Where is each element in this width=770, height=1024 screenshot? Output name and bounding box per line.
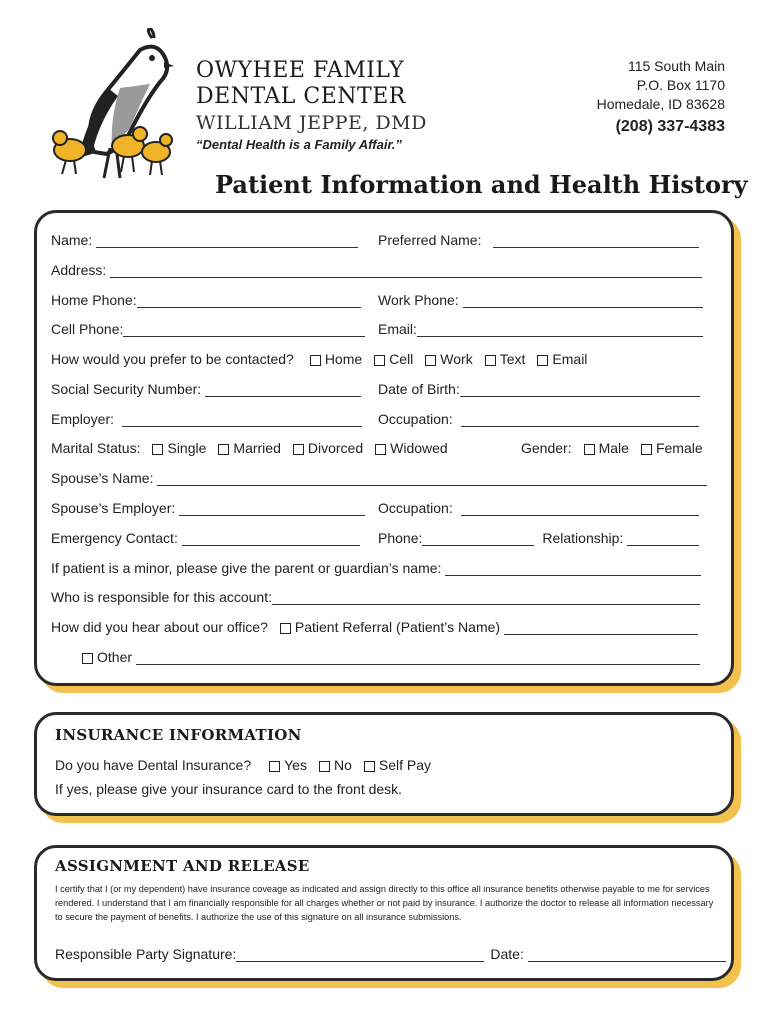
insurance-yes-checkbox[interactable] [269, 761, 280, 772]
page-title: Patient Information and Health History [215, 170, 748, 199]
gender-label: Gender: [521, 440, 572, 456]
office-phone: (208) 337-4383 [615, 118, 725, 135]
emergency-phone-row [378, 530, 699, 546]
contact-text-label: Text [499, 351, 526, 367]
spouse-name-field[interactable] [157, 471, 707, 486]
insurance-no-checkbox[interactable] [319, 761, 330, 772]
other-label: Other [97, 649, 133, 665]
spouse-employer-label: Spouse’s Employer: [51, 500, 176, 516]
gender-male-checkbox[interactable] [584, 444, 595, 455]
gender-male-label: Male [598, 440, 629, 456]
marital-divorced-checkbox[interactable] [293, 444, 304, 455]
dob-row [378, 381, 700, 397]
occupation-field[interactable] [461, 412, 699, 427]
other-checkbox[interactable] [82, 653, 93, 664]
date-label: Date: [490, 946, 524, 962]
emergency-contact-field[interactable] [182, 531, 360, 546]
referral-field[interactable] [504, 620, 698, 635]
preferred-name-label: Preferred Name: [378, 232, 482, 248]
other-field[interactable] [136, 650, 700, 665]
email-label: Email: [378, 321, 417, 337]
work-phone-label: Work Phone: [378, 292, 459, 308]
relationship-field[interactable] [627, 531, 699, 546]
marital-single-label: Single [167, 440, 207, 456]
insurance-question-label: Do you have Dental Insurance? [55, 757, 252, 773]
minor-guardian-field[interactable] [445, 561, 701, 576]
cell-phone-label: Cell Phone: [51, 321, 124, 337]
home-phone-label: Home Phone: [51, 292, 137, 308]
contact-cell-label: Cell [389, 351, 414, 367]
marital-widowed-label: Widowed [390, 440, 448, 456]
address-label: Address: [51, 262, 107, 278]
signature-label: Responsible Party Signature: [55, 946, 237, 962]
quail-family-logo-icon [40, 28, 180, 188]
address-line3: Homedale, ID 83628 [596, 96, 725, 112]
cell-phone-field[interactable] [123, 322, 365, 337]
employer-label: Employer: [51, 411, 115, 427]
preferred-name-row [378, 232, 699, 248]
contact-work-label: Work [440, 351, 473, 367]
date-field[interactable] [528, 947, 726, 962]
home-phone-row [51, 292, 361, 308]
emergency-contact-row [51, 530, 360, 546]
gender-row [521, 440, 703, 456]
insurance-no-label: No [333, 757, 352, 773]
minor-guardian-label: If patient is a minor, please give the parent or guardian’s name: [51, 560, 442, 576]
employer-row [51, 411, 362, 427]
spouse-occupation-label: Occupation: [378, 500, 453, 516]
name-field[interactable] [96, 233, 358, 248]
contact-pref-label: How would you prefer to be contacted? [51, 351, 294, 367]
contact-text-checkbox[interactable] [485, 355, 496, 366]
email-row [378, 321, 703, 337]
home-phone-field[interactable] [137, 293, 361, 308]
insurance-question-row [55, 757, 431, 773]
ssn-field[interactable] [205, 382, 361, 397]
contact-email-checkbox[interactable] [537, 355, 548, 366]
signature-row [55, 946, 726, 962]
occupation-row [378, 411, 699, 427]
work-phone-row [378, 292, 703, 308]
name-row [51, 232, 358, 248]
address-line2: P.O. Box 1170 [636, 77, 725, 93]
insurance-yes-label: Yes [284, 757, 307, 773]
spouse-employer-row [51, 500, 365, 516]
contact-email-label: Email [552, 351, 588, 367]
referral-checkbox[interactable] [280, 623, 291, 634]
responsible-field[interactable] [272, 590, 700, 605]
responsible-row [51, 589, 700, 605]
insurance-selfpay-label: Self Pay [378, 757, 432, 773]
spouse-name-row [51, 470, 707, 486]
responsible-label: Who is responsible for this account: [51, 589, 272, 605]
ssn-label: Social Security Number: [51, 381, 202, 397]
insurance-selfpay-checkbox[interactable] [364, 761, 375, 772]
referral-row [51, 619, 698, 635]
address-field[interactable] [110, 263, 702, 278]
dob-label: Date of Birth: [378, 381, 460, 397]
spouse-occupation-field[interactable] [461, 501, 699, 516]
marital-status-row [51, 440, 448, 456]
spouse-name-label: Spouse’s Name: [51, 470, 154, 486]
email-field[interactable] [417, 322, 703, 337]
spouse-employer-field[interactable] [179, 501, 365, 516]
address-line1: 115 South Main [627, 58, 725, 74]
dob-field[interactable] [460, 382, 700, 397]
name-label: Name: [51, 232, 93, 248]
signature-field[interactable] [236, 947, 484, 962]
office-address [597, 57, 725, 136]
hear-about-label: How did you hear about our office? [51, 619, 268, 635]
assignment-text: I certify that I (or my dependent) have insurance coveage as indicated and assign directly to this office all insurance benefits otherwise payable to me for services rendered. I understand that I am financially responsible for all charges whether or not paid by insurance. I authorize the doctor to release all information necessary to secure the payment of benefits. I authorize the use of this signature on all insurance submissions. [55, 884, 714, 922]
occupation-label: Occupation: [378, 411, 453, 427]
contact-work-checkbox[interactable] [425, 355, 436, 366]
marital-single-checkbox[interactable] [152, 444, 163, 455]
employer-field[interactable] [122, 412, 362, 427]
gender-female-label: Female [655, 440, 703, 456]
contact-pref-row [51, 351, 587, 367]
contact-home-label: Home [324, 351, 363, 367]
preferred-name-field[interactable] [493, 233, 699, 248]
work-phone-field[interactable] [463, 293, 703, 308]
brand-name-line2: DENTAL CENTER [196, 84, 406, 109]
other-row [70, 649, 700, 665]
gender-female-checkbox[interactable] [641, 444, 652, 455]
marital-widowed-checkbox[interactable] [375, 444, 386, 455]
marital-married-label: Married [233, 440, 281, 456]
doctor-name: WILLIAM JEPPE, DMD [196, 112, 427, 134]
insurance-note: If yes, please give your insurance card to the front desk. [55, 781, 403, 797]
emergency-contact-label: Emergency Contact: [51, 530, 178, 546]
cell-phone-row [51, 321, 365, 337]
marital-married-checkbox[interactable] [218, 444, 229, 455]
marital-status-label: Marital Status: [51, 440, 141, 456]
minor-guardian-row [51, 560, 701, 576]
relationship-label: Relationship: [542, 530, 624, 546]
address-row [51, 262, 702, 278]
contact-cell-checkbox[interactable] [374, 355, 385, 366]
spouse-occupation-row [378, 500, 699, 516]
assignment-heading: ASSIGNMENT AND RELEASE [55, 857, 310, 875]
emergency-phone-field[interactable] [422, 531, 534, 546]
marital-divorced-label: Divorced [307, 440, 364, 456]
brand-name-line1: OWYHEE FAMILY [196, 58, 405, 83]
emergency-phone-label: Phone: [378, 530, 423, 546]
referral-label: Patient Referral (Patient’s Name) [294, 619, 501, 635]
ssn-row [51, 381, 361, 397]
insurance-heading: INSURANCE INFORMATION [55, 726, 302, 744]
tagline: “Dental Health is a Family Affair.” [196, 137, 402, 152]
contact-home-checkbox[interactable] [310, 355, 321, 366]
